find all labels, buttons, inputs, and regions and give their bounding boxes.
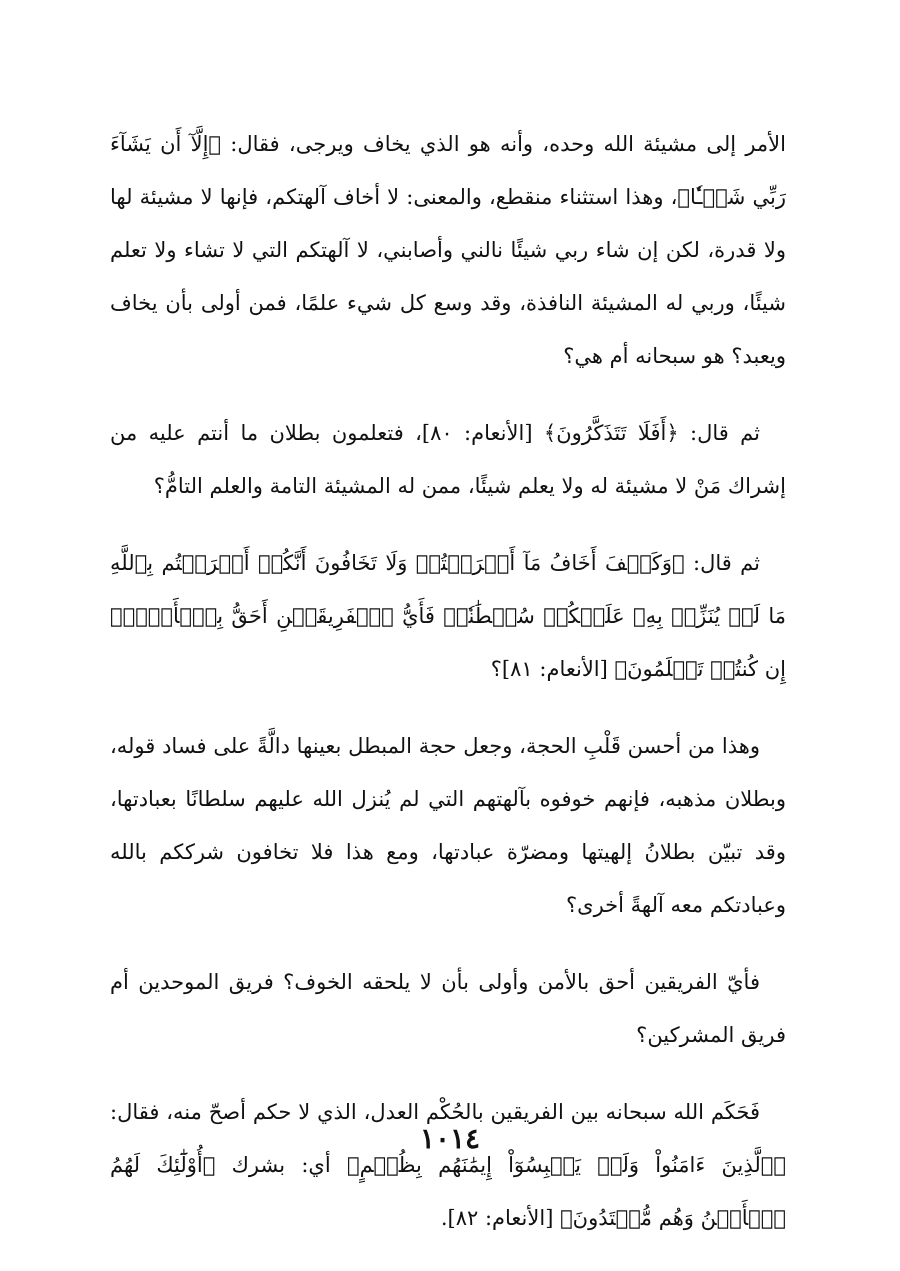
body-text: [110, 118, 786, 1269]
paragraph-1: الأمر إلى مشيئة الله وحده، وأنه هو الذي يخاف ويرجى، فقال: ﴿إِلَّآ أَن يَشَآءَ رَبِّي شَيۡـٔٗا﴾، وهذا استثناء منقطع، والمعنى: لا أخاف آلهتكم، فإنها لا مشيئة لها ولا قدرة، لكن إن شاء ربي شيئًا نالني وأصابني، لا آلهتكم التي لا تشاء ولا تعلم شيئًا، وربي له المشيئة النافذة، وقد وسع كل شيء علمًا، فمن أولى بأن يخاف ويعبد؟ هو سبحانه أم هي؟: [110, 132, 786, 368]
page-number: ١٠١٤: [419, 1122, 481, 1155]
paragraph-4: وهذا من أحسن قَلْبِ الحجة، وجعل حجة المبطل بعينها دالَّةً على فساد قوله، وبطلان مذهبه، فإنهم خوفوه بآلهتهم التي لم يُنزل الله عليهم سلطانًا بعبادتها، وقد تبيّن بطلانُ إلهيتها ومضرّة عبادتها، ومع هذا فلا تخافون شرككم بالله وعبادتكم معه آلهةً أخرى؟: [110, 734, 786, 917]
paragraph-5: فأيّ الفريقين أحق بالأمن وأولى بأن لا يلحقه الخوف؟ فريق الموحدين أم فريق المشركين؟: [110, 970, 786, 1047]
paragraph-6: فَحَكَم الله سبحانه بين الفريقين بالحُكْم العدل، الذي لا حكم أصحّ منه، فقال: ﴿ٱلَّذِينَ ءَامَنُواْ وَلَمۡ يَلۡبِسُوٓاْ إِيمَٰنَهُم بِظُلۡمٍ﴾ أي: بشرك ﴿أُوْلَٰٓئِكَ لَهُمُ ٱلۡأَمۡنُ وَهُم مُّهۡتَدُونَ﴾ [الأنعام: ٨٢].: [110, 1100, 786, 1230]
paragraph-3: ثم قال: ﴿وَكَيۡفَ أَخَافُ مَآ أَشۡرَكۡتُمۡ وَلَا تَخَافُونَ أَنَّكُمۡ أَشۡرَكۡتُم بِٱللَّهِ مَا لَمۡ يُنَزِّلۡ بِهِۦ عَلَيۡكُمۡ سُلۡطَٰنٗاۚ فَأَيُّ ٱلۡفَرِيقَيۡنِ أَحَقُّ بِٱلۡأَمۡنِۖ إِن كُنتُمۡ تَعۡلَمُونَ﴾ [الأنعام: ٨١]؟: [110, 551, 786, 681]
paragraph-2: ثم قال: ﴿أَفَلَا تَتَذَكَّرُونَ﴾ [الأنعام: ٨٠]، فتعلمون بطلان ما أنتم عليه من إشراك مَنْ لا مشيئة له ولا يعلم شيئًا، ممن له المشيئة التامة والعلم التامُّ؟: [110, 421, 786, 498]
